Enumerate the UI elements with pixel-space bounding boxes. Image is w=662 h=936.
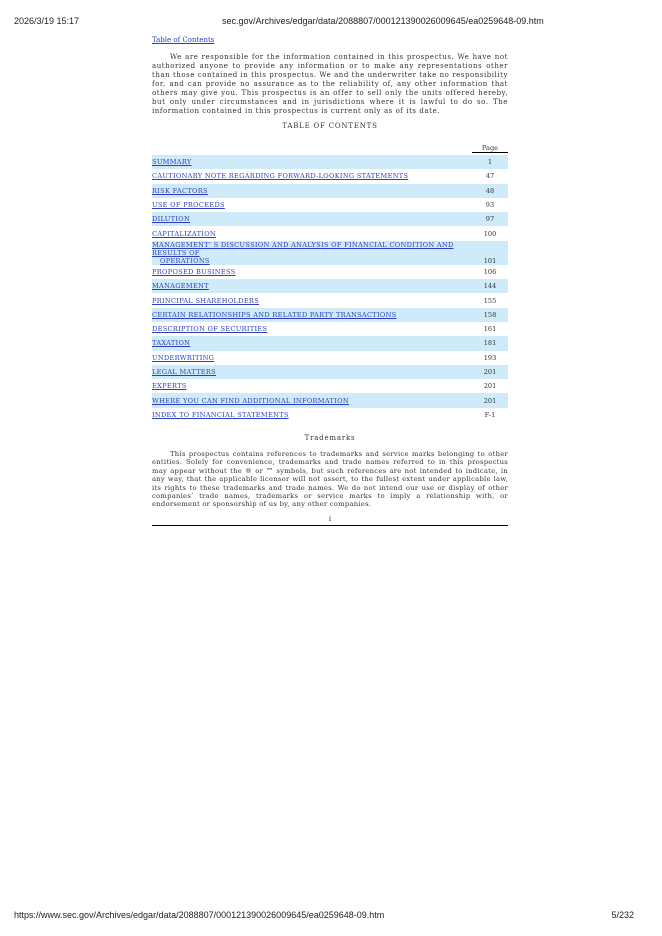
toc-row [152,393,508,407]
toc-page: 47 [485,172,495,181]
toc-link-description-of-securities[interactable]: DESCRIPTION OF SECURITIES [152,325,268,334]
toc-row [152,351,508,365]
toc-link-taxation[interactable]: TAXATION [152,339,191,348]
toc-link-mdna-line1: MANAGEMENT’ S DISCUSSION AND ANALYSIS OF FINANCIAL CONDITION AND RESULTS OF [152,240,454,257]
toc-link-mdna-line2: OPERATIONS [160,256,210,265]
toc-row [152,408,508,422]
toc-row [152,241,508,265]
page-divider [152,525,508,526]
toc-row [152,184,508,198]
toc-page-header: Page [472,140,508,153]
toc-row [152,226,508,240]
toc-row [152,379,508,393]
toc-page: 48 [472,184,508,198]
table-of-contents-link[interactable]: Table of Contents [152,36,215,44]
toc-page: 1 [472,155,508,169]
print-page-counter: 5/232 [611,910,634,920]
toc-row [152,293,508,307]
toc-link-proposed-business[interactable]: PROPOSED BUSINESS [152,267,236,276]
toc-link-legal-matters[interactable]: LEGAL MATTERS [152,368,216,376]
toc-page: 144 [472,279,508,293]
print-footer-url: https://www.sec.gov/Archives/edgar/data/2088807/000121390026009645/ea0259648-09.htm [14,910,385,920]
print-timestamp: 2026/3/19 15:17 [14,16,80,26]
toc-link-principal-shareholders[interactable]: PRINCIPAL SHAREHOLDERS [152,296,260,305]
toc-page: 155 [483,296,497,305]
toc-link-mdna[interactable] [152,241,472,265]
toc-link-underwriting[interactable]: UNDERWRITING [152,353,215,362]
toc-link-dilution[interactable]: DILUTION [152,215,191,224]
toc-page: 201 [472,365,508,379]
toc-row [152,279,508,293]
toc-page: 93 [485,201,495,210]
toc-link-management[interactable]: MANAGEMENT [152,282,209,291]
toc-link-capitalization[interactable]: CAPITALIZATION [152,229,216,238]
toc-row [152,322,508,336]
toc-row [152,365,508,379]
toc-link-use-of-proceeds[interactable]: USE OF PROCEEDS [152,201,225,210]
intro-paragraph: We are responsible for the information contained in this prospectus. We have not authorized anyone to provide any information or to make any representations other than those contained in this prospectus. We and the underwriter take no responsibility for, and can provide no assurance as to the reliability of, any other information that others may give you. This prospectus is an offer to sell only the units offered hereby, but only under circumstances and in jurisdictions where it is lawful to do so. The information contained in this prospectus is current only as of its date. [152,53,508,115]
toc-link-related-party[interactable]: CERTAIN RELATIONSHIPS AND RELATED PARTY TRANSACTIONS [152,310,397,319]
toc-page: 201 [472,393,508,407]
toc-page: 201 [483,382,497,391]
print-page-url: sec.gov/Archives/edgar/data/2088807/000121390026009645/ea0259648-09.htm [222,16,544,26]
toc-link-risk-factors[interactable]: RISK FACTORS [152,186,208,195]
toc-link-summary[interactable]: SUMMARY [152,158,192,167]
toc-link-additional-information[interactable]: WHERE YOU CAN FIND ADDITIONAL INFORMATION [152,396,349,405]
toc-link-cautionary-note[interactable]: CAUTIONARY NOTE REGARDING FORWARD-LOOKING STATEMENTS [152,172,409,181]
toc-page: 97 [472,212,508,226]
toc-row [152,198,508,212]
toc-page: 193 [483,353,497,362]
page-number: i [328,514,332,523]
toc-page: 101 [472,241,508,265]
toc-table [152,140,508,422]
toc-row [152,155,508,169]
toc-link-experts[interactable]: EXPERTS [152,382,187,391]
toc-row [152,265,508,279]
toc-page: 106 [483,267,497,276]
trademarks-title: Trademarks [304,434,356,443]
toc-link-financial-statements[interactable]: INDEX TO FINANCIAL STATEMENTS [152,410,289,419]
toc-page: 100 [483,229,497,238]
toc-row [152,212,508,226]
toc-page: 181 [472,336,508,350]
toc-title: TABLE OF CONTENTS [282,122,378,130]
trademarks-paragraph: This prospectus contains references to trademarks and service marks belonging to other entities. Solely for convenience, trademarks and trade names referred to in this prospectus may appear without the ® or ™ symbols, but such references are not intended to indicate, in any way, that the applicable licensor will not assert, to the fullest extent under applicable law, its rights to these trademarks and trade names. We do not intend our use or display of other companies’ trade names, trademarks or service marks to imply a relationship with, or endorsement or sponsorship of us by, any other companies. [152,450,508,509]
toc-page: 158 [472,308,508,322]
toc-page: 161 [483,325,497,334]
toc-row [152,308,508,322]
document-page [152,36,508,526]
toc-header-blank [152,140,472,153]
toc-row [152,169,508,183]
toc-row [152,336,508,350]
toc-page: F-1 [484,410,496,419]
